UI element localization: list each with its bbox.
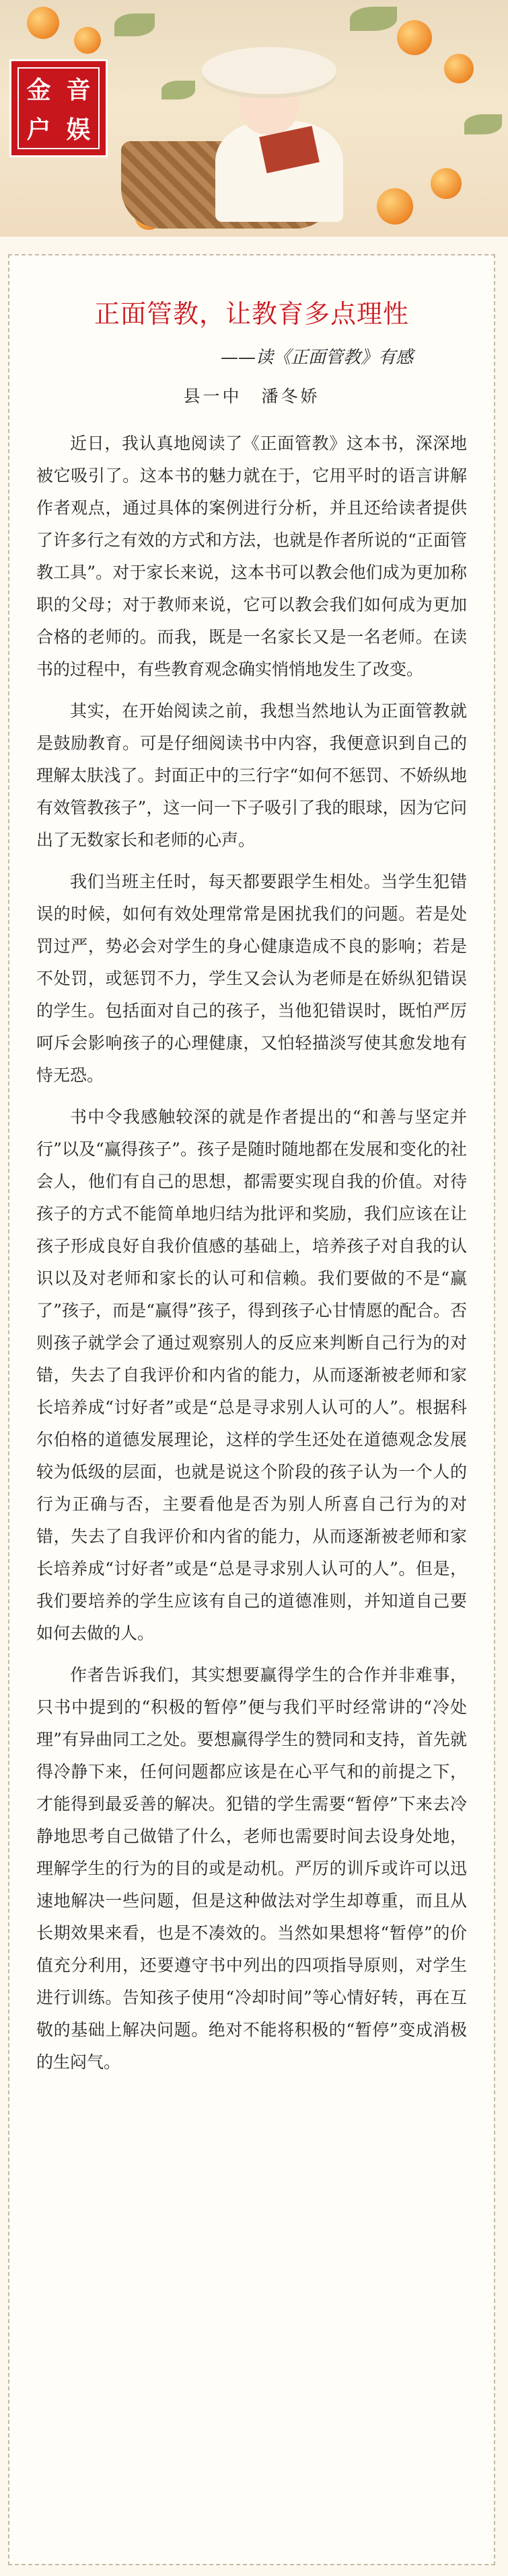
article-card [8,254,495,2565]
seal-char: 户 [26,116,51,144]
article-title: 正面管教，让教育多点理性 [94,299,409,329]
seal-char: 娱 [66,116,91,144]
paragraph: 近日，我认真地阅读了《正面管教》这本书，深深地被它吸引了。这本书的魅力就在于，它用平时的语言讲解作者观点，通过具体的案例进行分析，并且还给读者提供了许多行之有效的方式和方法，也就是作者所说的“正面管教工具”。对于家长来说，这本书可以教会他们成为更加称职的父母；对于教师来说，它可以教会我们如何成为更加合格的老师的。而我，既是一名家长又是一名老师。在读书的过程中，有些教育观念确实悄悄地发生了改变。 [36,434,467,679]
paragraph: 其实，在开始阅读之前，我想当然地认为正面管教就是鼓励教育。可是仔细阅读书中内容，我便意识到自己的理解太肤浅了。封面正中的三行字“如何不惩罚、不娇纵地有效管教孩子”，这一问一下子吸引了我的眼球，因为它问出了无数家长和老师的心声。 [36,701,467,850]
seal-char: 金 [26,76,51,104]
paragraph: 作者告诉我们，其实想要赢得学生的合作并非难事，只书中提到的“积极的暂停”便与我们平时经常讲的“冷处理”有异曲同工之处。要想赢得学生的赞同和支持，首先就得冷静下来，任何问题都应该是在心平气和的前提之下，才能得到最妥善的解决。犯错的学生需要“暂停”下来去冷静地思考自己做错了什么，老师也需要时间去设身处地，理解学生的行为的目的或是动机。严厉的训斥或许可以迅速地解决一些问题，但是这种做法对学生却尊重，而且从长期效果来看，也是不凑效的。当然如果想将“暂停”的价值充分利用，还要遵守书中列出的四项指导原则，对学生进行训练。告知孩子使用“冷却时间”等心情好转，再在互敬的基础上解决问题。绝对不能将积极的“暂停”变成消极的生闷气。 [36,1665,467,2072]
article-body [9,407,494,2079]
paragraph: 书中令我感触较深的就是作者提出的“和善与坚定并行”以及“赢得孩子”。孩子是随时随地都在发展和变化的社会人，他们有自己的思想，都需要实现自我的价值。对待孩子的方式不能简单地归结为批评和奖励，我们应该在让孩子形成良好自我价值感的基础上，培养孩子对自我的认识以及对老师和家长的认可和信赖。我们要做的不是“赢了”孩子，而是“赢得”孩子，得到孩子心甘情愿的配合。否则孩子就学会了通过观察别人的反应来判断自己行为的对错，失去了自我评价和内省的能力，从而逐渐被老师和家长培养成“讨好者”或是“总是寻求别人认可的人”。根据科尔伯格的道德发展理论，这样的学生还处在道德观念发展较为低级的层面，也就是说这个阶段的孩子认为一个人的行为正确与否，主要看他是否为别人所喜自己行为的对错，失去了自我评价和内省的能力，从而逐渐被老师和家长培养成“讨好者”或是“总是寻求别人认可的人”。但是，我们要培养的学生应该有自己的道德准则，并知道自己要如何去做的人。 [36,1107,467,1643]
seal-char: 音 [66,76,91,104]
seal-stamp [9,59,108,157]
article-subtitle: ——读《正面管教》有感 [220,348,413,368]
paragraph: 我们当班主任时，每天都要跟学生相处。当学生犯错误的时候，如何有效处理常常是困扰我们的问题。若是处罚过严，势必会对学生的身心健康造成不良的影响；若是不处罚，或惩罚不力，学生又会认为老师是在娇纵犯错误的学生。包括面对自己的孩子，当他犯错误时，既怕严厉呵斥会影响孩子的心理健康，又怕轻描淡写使其愈发地有恃无恐。 [36,872,467,1085]
article-author: 县一中 潘冬娇 [183,387,320,406]
header-illustration [0,0,508,237]
